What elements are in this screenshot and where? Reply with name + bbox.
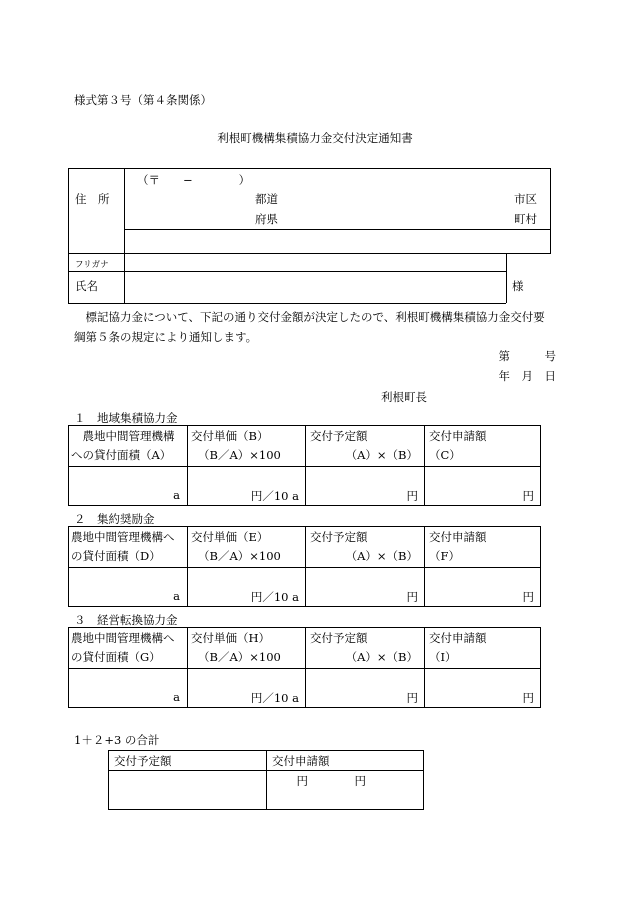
col3-header-line1: 交付予定額 — [310, 530, 368, 544]
planned-amount-input[interactable]: 円 — [406, 489, 418, 503]
name-right-border — [506, 254, 507, 303]
col3-header-line2: （A）×（B） — [345, 650, 418, 664]
document-title: 利根町機構集積協力金交付決定通知書 — [217, 131, 413, 145]
col3-header-line2: （A）×（B） — [345, 549, 418, 563]
col2-header-line2: （B／A）×100 — [198, 448, 281, 462]
col4-header-line2: （C） — [429, 448, 461, 462]
col4-header-line2: （I） — [429, 650, 457, 664]
col1-header-line2: の貸付面積（G） — [71, 650, 161, 664]
document-number: 第 号 — [498, 349, 556, 363]
honorific: 様 — [512, 279, 524, 293]
body-text-line-2: 綱第５条の規定により通知します。 — [74, 330, 258, 344]
total-requested-amount-input[interactable]: 円 — [354, 774, 366, 788]
col2-header-line1: 交付単価（H） — [191, 631, 271, 645]
col1-header-line1: 農地中間管理機構へ — [71, 530, 175, 544]
total-heading: 1＋２+3 の合計 — [74, 733, 160, 747]
unit-price-input[interactable]: 円／10 a — [250, 691, 299, 705]
planned-amount-input[interactable]: 円 — [406, 691, 418, 705]
col2-header-line2: （B／A）×100 — [198, 549, 281, 563]
postal-code-field[interactable]: （〒 − ） — [137, 173, 251, 187]
city-label-bottom: 町村 — [514, 212, 537, 226]
col1-header-line2: の貸付面積（D） — [71, 549, 161, 563]
col2-header-line2: （B／A）×100 — [198, 650, 281, 664]
total-col2-header: 交付申請額 — [272, 754, 330, 768]
col3-header-line1: 交付予定額 — [310, 631, 368, 645]
issue-date: 年 月 日 — [498, 369, 556, 383]
area-input-unit[interactable]: a — [173, 488, 180, 502]
furigana-divider — [68, 271, 506, 272]
name-left-border — [68, 254, 69, 303]
col4-header-line2: （F） — [429, 549, 460, 563]
prefecture-label-top: 都道 — [255, 192, 278, 206]
col1-header-line2: への貸付面積（A） — [71, 448, 172, 462]
unit-price-input[interactable]: 円／10 a — [250, 489, 299, 503]
label-column-divider — [124, 168, 125, 303]
furigana-label: フリガナ — [75, 260, 109, 270]
requested-amount-input[interactable]: 円 — [522, 590, 534, 604]
col3-header-line2: （A）×（B） — [345, 448, 418, 462]
total-col1-header: 交付予定額 — [114, 754, 172, 768]
col4-header-line1: 交付申請額 — [429, 429, 487, 443]
name-label: 氏名 — [75, 279, 98, 293]
col2-header-line1: 交付単価（E） — [191, 530, 269, 544]
issuer: 利根町長 — [381, 390, 427, 404]
form-number: 様式第３号（第４条関係） — [74, 93, 212, 107]
requested-amount-input[interactable]: 円 — [522, 489, 534, 503]
requested-amount-input[interactable]: 円 — [522, 691, 534, 705]
city-label-top: 市区 — [514, 192, 537, 206]
col3-header-line1: 交付予定額 — [310, 429, 368, 443]
col1-header-line1: 農地中間管理機構 — [71, 429, 175, 443]
section-heading: １ 地域集積協力金 — [74, 411, 178, 425]
col4-header-line1: 交付申請額 — [429, 530, 487, 544]
col1-header-line1: 農地中間管理機構へ — [71, 631, 175, 645]
address-label: 住 所 — [75, 192, 110, 206]
planned-amount-input[interactable]: 円 — [406, 590, 418, 604]
area-input-unit[interactable]: a — [173, 589, 180, 603]
unit-price-input[interactable]: 円／10 a — [250, 590, 299, 604]
name-bottom-line — [68, 303, 506, 304]
col2-header-line1: 交付単価（B） — [191, 429, 269, 443]
address-inner-line — [124, 229, 551, 230]
prefecture-label-bottom: 府県 — [255, 212, 278, 226]
area-input-unit[interactable]: a — [173, 690, 180, 704]
section-heading: ３ 経営転換協力金 — [74, 613, 178, 627]
body-text-line-1: 標記協力金について、下記の通り交付金額が決定したので、利根町機構集積協力金交付要 — [74, 310, 545, 324]
total-planned-amount-input[interactable]: 円 — [296, 774, 308, 788]
col4-header-line1: 交付申請額 — [429, 631, 487, 645]
section-heading: ２ 集約奨励金 — [74, 512, 155, 526]
